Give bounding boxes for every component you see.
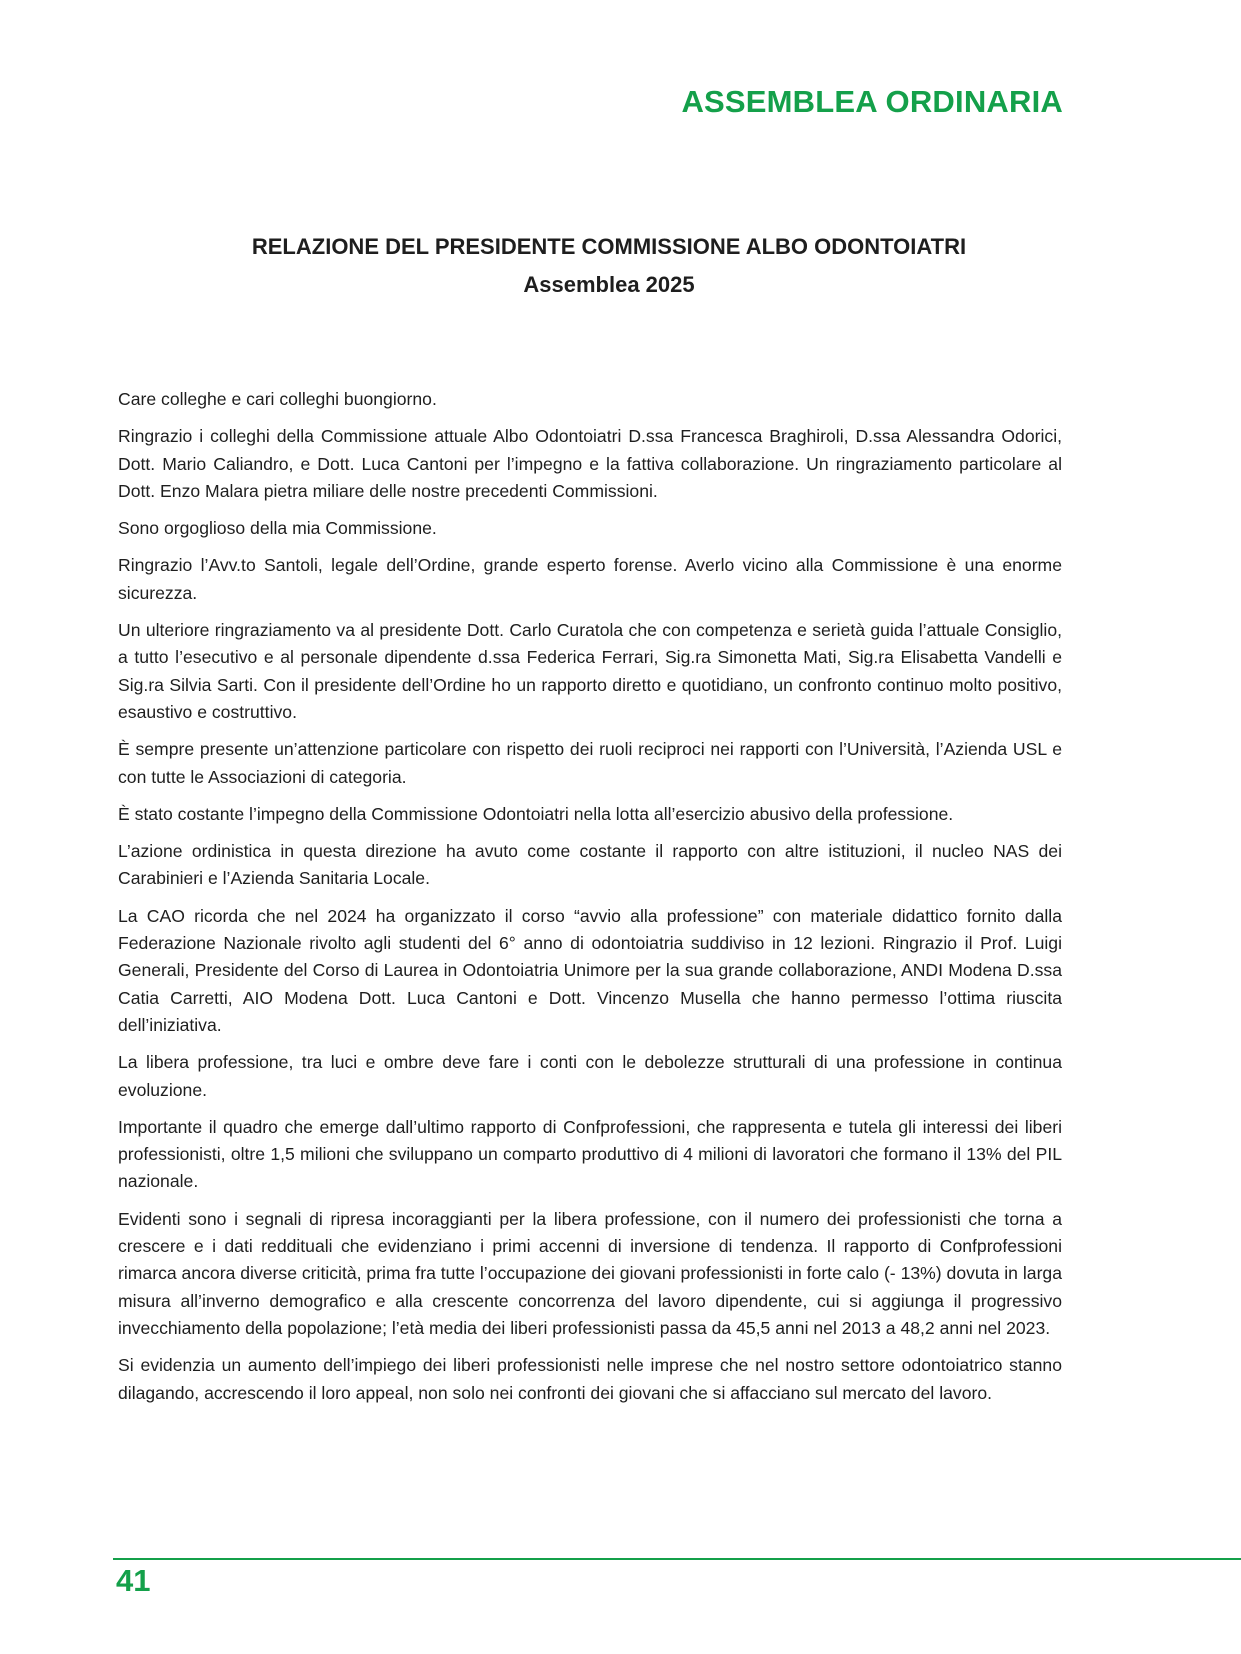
paragraph-relations: È sempre presente un’attenzione particolare con rispetto dei ruoli reciproci nei rapporti con l’Università, l’Azienda USL e con tutte le Associazioni di categoria. [118,739,1062,787]
paragraph-abusive-practice: È stato costante l’impegno della Commissione Odontoiatri nella lotta all’esercizio abusivo della professione. [118,803,954,824]
paragraph-proud: Sono orgoglioso della mia Commissione. [118,518,437,539]
document-subtitle: Assemblea 2025 [523,272,695,297]
paragraph-thanks-lawyer: Ringrazio l’Avv.to Santoli, legale dell’Ordine, grande esperto forense. Averlo vicino alla Commissione è una enorme sicurezza. [118,555,1062,603]
document-body [118,386,1062,1417]
paragraph-confprofessioni: Importante il quadro che emerge dall’ultimo rapporto di Confprofessioni, che rappresenta e tutela gli interessi dei liberi professionisti, oltre 1,5 milioni che sviluppano un comparto produttivo di 4 milioni di lavoratori che formano il 13% del PIL nazionale. [118,1116,1062,1192]
paragraph-recovery-signals: Evidenti sono i segnali di ripresa incoraggianti per la libera professione, con il numero dei professionisti che torna a crescere e i dati reddituali che evidenziano i primi accenni di inversione di tendenza. Il rapporto di Confprofessioni rimarca ancora diverse criticità, prima fra tutte l’occupazione dei giovani professionisti in forte calo (- 13%) dovuta in larga misura all’inverno demografico e alla crescente concorrenza del lavoro dipendente, cui si aggiunga il progressivo invecchiamento della popolazione; l’età media dei liberi professionisti passa da 45,5 anni nel 2013 a 48,2 anni nel 2023. [118,1208,1062,1338]
paragraph-free-profession: La libera professione, tra luci e ombre deve fare i conti con le debolezze strutturali di una professione in continua evoluzione. [118,1052,1062,1100]
paragraph-employment: Si evidenzia un aumento dell’impiego dei liberi professionisti nelle imprese che nel nostro settore odontoiatrico stanno dilagando, accrescendo il loro appeal, non solo nei confronti dei giovani che si affacciano sul mercato del lavoro. [118,1355,1062,1403]
section-header: ASSEMBLEA ORDINARIA [681,84,1063,119]
document-title: RELAZIONE DEL PRESIDENTE COMMISSIONE ALBO ODONTOIATRI [251,234,967,259]
paragraph-institutions: L’azione ordinistica in questa direzione ha avuto come costante il rapporto con altre istituzioni, il nucleo NAS dei Carabinieri e l’Azienda Sanitaria Locale. [118,841,1062,889]
paragraph-course: La CAO ricorda che nel 2024 ha organizzato il corso “avvio alla professione” con materiale didattico fornito dalla Federazione Nazionale rivolto agli studenti del 6° anno di odontoiatria suddiviso in 12 lezioni. Ringrazio il Prof. Luigi Generali, Presidente del Corso di Laurea in Odontoiatria Unimore per la sua grande collaborazione, ANDI Modena D.ssa Catia Carretti, AIO Modena Dott. Luca Cantoni e Dott. Vincenzo Musella che hanno permesso l’ottima riuscita dell’iniziativa. [118,905,1062,1035]
page-number: 41 [116,1563,151,1598]
paragraph-thanks-president: Un ulteriore ringraziamento va al presidente Dott. Carlo Curatola che con competenza e serietà guida l’attuale Consiglio, a tutto l’esecutivo e al personale dipendente d.ssa Federica Ferrari, Sig.ra Simonetta Mati, Sig.ra Elisabetta Vandelli e Sig.ra Silvia Sarti. Con il presidente dell’Ordine ho un rapporto diretto e quotidiano, un confronto continuo molto positivo, esaustivo e costruttivo. [118,620,1062,722]
paragraph-thanks-commission: Ringrazio i colleghi della Commissione attuale Albo Odontoiatri D.ssa Francesca Braghiroli, D.ssa Alessandra Odorici, Dott. Mario Caliandro, e Dott. Luca Cantoni per l’impegno e la fattiva collaborazione. Un ringraziamento particolare al Dott. Enzo Malara pietra miliare delle nostre precedenti Commissioni. [118,426,1062,501]
footer-divider [113,1558,1241,1560]
paragraph-greeting: Care colleghe e cari colleghi buongiorno. [118,389,437,409]
